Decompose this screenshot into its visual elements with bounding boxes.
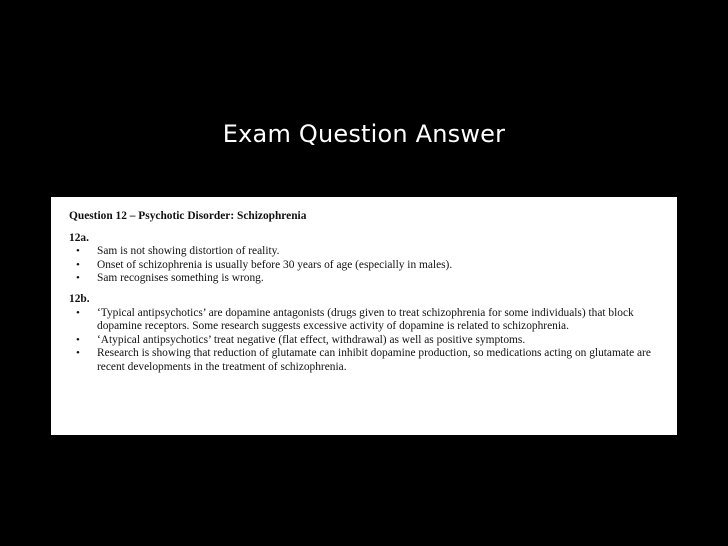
list-item-text: ‘Atypical antipsychotics’ treat negative (flat effect, withdrawal) as well as positive symptoms.	[97, 333, 526, 346]
bullet-icon: •	[76, 272, 80, 285]
bullet-icon: •	[76, 245, 80, 258]
list-item	[69, 347, 663, 374]
list-item	[69, 272, 663, 286]
list-item	[69, 307, 663, 334]
list-item	[69, 334, 663, 348]
list-item-text: ‘Typical antipsychotics’ are dopamine antagonists (drugs given to treat schizophrenia for some individuals) that block dopamine receptors. Some research suggests excessive activity of dopamine is related to schizophrenia.	[97, 306, 634, 333]
bullet-list	[69, 307, 663, 375]
document-heading: Question 12 – Psychotic Disorder: Schizophrenia	[69, 210, 307, 222]
list-item-text: Sam recognises something is wrong.	[97, 272, 264, 285]
list-item-text: Research is showing that reduction of glutamate can inhibit dopamine production, so medications acting on glutamate are recent developments in the treatment of schizophrenia.	[97, 347, 651, 373]
section-label: 12a.	[69, 231, 89, 244]
bullet-icon: •	[76, 258, 80, 271]
slide-title: Exam Question Answer	[222, 120, 506, 148]
section-12b	[69, 293, 663, 375]
list-item	[69, 245, 663, 259]
document-image	[51, 197, 677, 435]
section-label: 12b.	[69, 292, 90, 305]
list-item	[69, 259, 663, 273]
bullet-icon: •	[76, 306, 80, 319]
bullet-list	[69, 245, 663, 286]
bullet-icon: •	[76, 333, 80, 346]
section-12a	[69, 232, 663, 286]
list-item-text: Onset of schizophrenia is usually before 30 years of age (especially in males).	[97, 258, 453, 271]
bullet-icon: •	[76, 347, 80, 360]
list-item-text: Sam is not showing distortion of reality.	[97, 245, 280, 258]
